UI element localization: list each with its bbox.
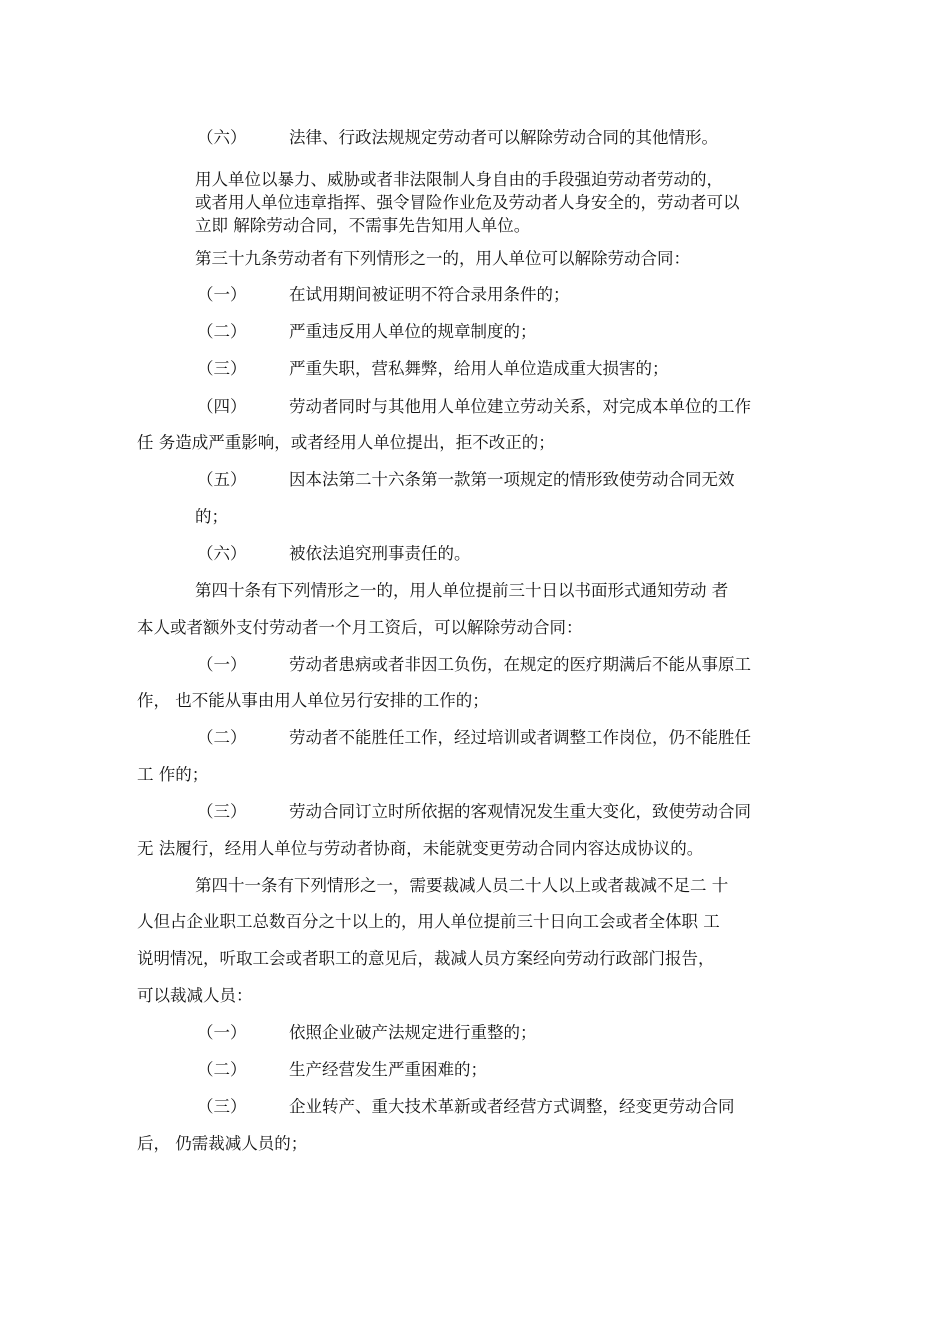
item-text: 劳动者同时与其他用人单位建立劳动关系，对完成本单位的工作 bbox=[289, 397, 751, 416]
item-text: 依照企业破产法规定进行重整的； bbox=[289, 1023, 537, 1042]
item-text: 企业转产、重大技术革新或者经营方式调整，经变更劳动合同 bbox=[289, 1097, 735, 1116]
paragraph-line: 或者用人单位违章指挥、强令冒险作业危及劳动者人身安全的，劳动者可以 bbox=[195, 193, 740, 212]
item-continuation: 后， 仍需裁减人员的； bbox=[137, 1134, 308, 1153]
item-number: （一） bbox=[197, 655, 247, 674]
item-text: 严重违反用人单位的规章制度的； bbox=[289, 322, 537, 341]
item-text: 劳动者患病或者非因工负伤，在规定的医疗期满后不能从事原工 bbox=[289, 655, 751, 674]
paragraph-line: 本人或者额外支付劳动者一个月工资后，可以解除劳动合同： bbox=[137, 618, 583, 637]
item-continuation: 作， 也不能从事由用人单位另行安排的工作的； bbox=[137, 691, 489, 710]
article-title: 第四十条有下列情形之一的，用人单位提前三十日以书面形式通知劳动 者 bbox=[195, 581, 729, 600]
paragraph-line: 用人单位以暴力、威胁或者非法限制人身自由的手段强迫劳动者劳动的， bbox=[195, 170, 723, 189]
item-text: 劳动合同订立时所依据的客观情况发生重大变化，致使劳动合同 bbox=[289, 802, 751, 821]
item-number: （一） bbox=[197, 1023, 247, 1042]
item-number: （六） bbox=[197, 544, 247, 563]
item-text: 因本法第二十六条第一款第一项规定的情形致使劳动合同无效 bbox=[289, 470, 735, 489]
item-continuation: 的； bbox=[195, 507, 228, 526]
item-text: 生产经营发生严重困难的； bbox=[289, 1060, 487, 1079]
item-continuation: 任 务造成严重影响，或者经用人单位提出，拒不改正的； bbox=[137, 433, 555, 452]
article-title: 第四十一条有下列情形之一，需要裁减人员二十人以上或者裁减不足二 十 bbox=[195, 876, 729, 895]
item-number: （三） bbox=[197, 802, 247, 821]
item-text: 严重失职，营私舞弊，给用人单位造成重大损害的； bbox=[289, 359, 669, 378]
paragraph-line: 可以裁减人员： bbox=[137, 986, 253, 1005]
item-continuation: 无 法履行，经用人单位与劳动者协商，未能就变更劳动合同内容达成协议的。 bbox=[137, 839, 704, 858]
item-number: （三） bbox=[197, 1097, 247, 1116]
item-text: 劳动者不能胜任工作，经过培训或者调整工作岗位，仍不能胜任 bbox=[289, 728, 751, 747]
item-text: 在试用期间被证明不符合录用条件的； bbox=[289, 285, 570, 304]
paragraph-line: 立即 解除劳动合同，不需事先告知用人单位。 bbox=[195, 216, 531, 235]
item-number: （二） bbox=[197, 322, 247, 341]
item-number: （六） bbox=[197, 128, 247, 147]
article-title: 第三十九条劳动者有下列情形之一的，用人单位可以解除劳动合同： bbox=[195, 249, 690, 268]
item-number: （三） bbox=[197, 359, 247, 378]
item-continuation: 工 作的； bbox=[137, 765, 209, 784]
paragraph-line: 人但占企业职工总数百分之十以上的，用人单位提前三十日向工会或者全体职 工 bbox=[137, 912, 720, 931]
item-number: （五） bbox=[197, 470, 247, 489]
item-text: 被依法追究刑事责任的。 bbox=[289, 544, 471, 563]
paragraph-line: 说明情况，听取工会或者职工的意见后，裁减人员方案经向劳动行政部门报告， bbox=[137, 949, 715, 968]
item-number: （二） bbox=[197, 1060, 247, 1079]
item-number: （一） bbox=[197, 285, 247, 304]
item-number: （二） bbox=[197, 728, 247, 747]
item-number: （四） bbox=[197, 397, 247, 416]
item-text: 法律、行政法规规定劳动者可以解除劳动合同的其他情形。 bbox=[289, 128, 718, 147]
